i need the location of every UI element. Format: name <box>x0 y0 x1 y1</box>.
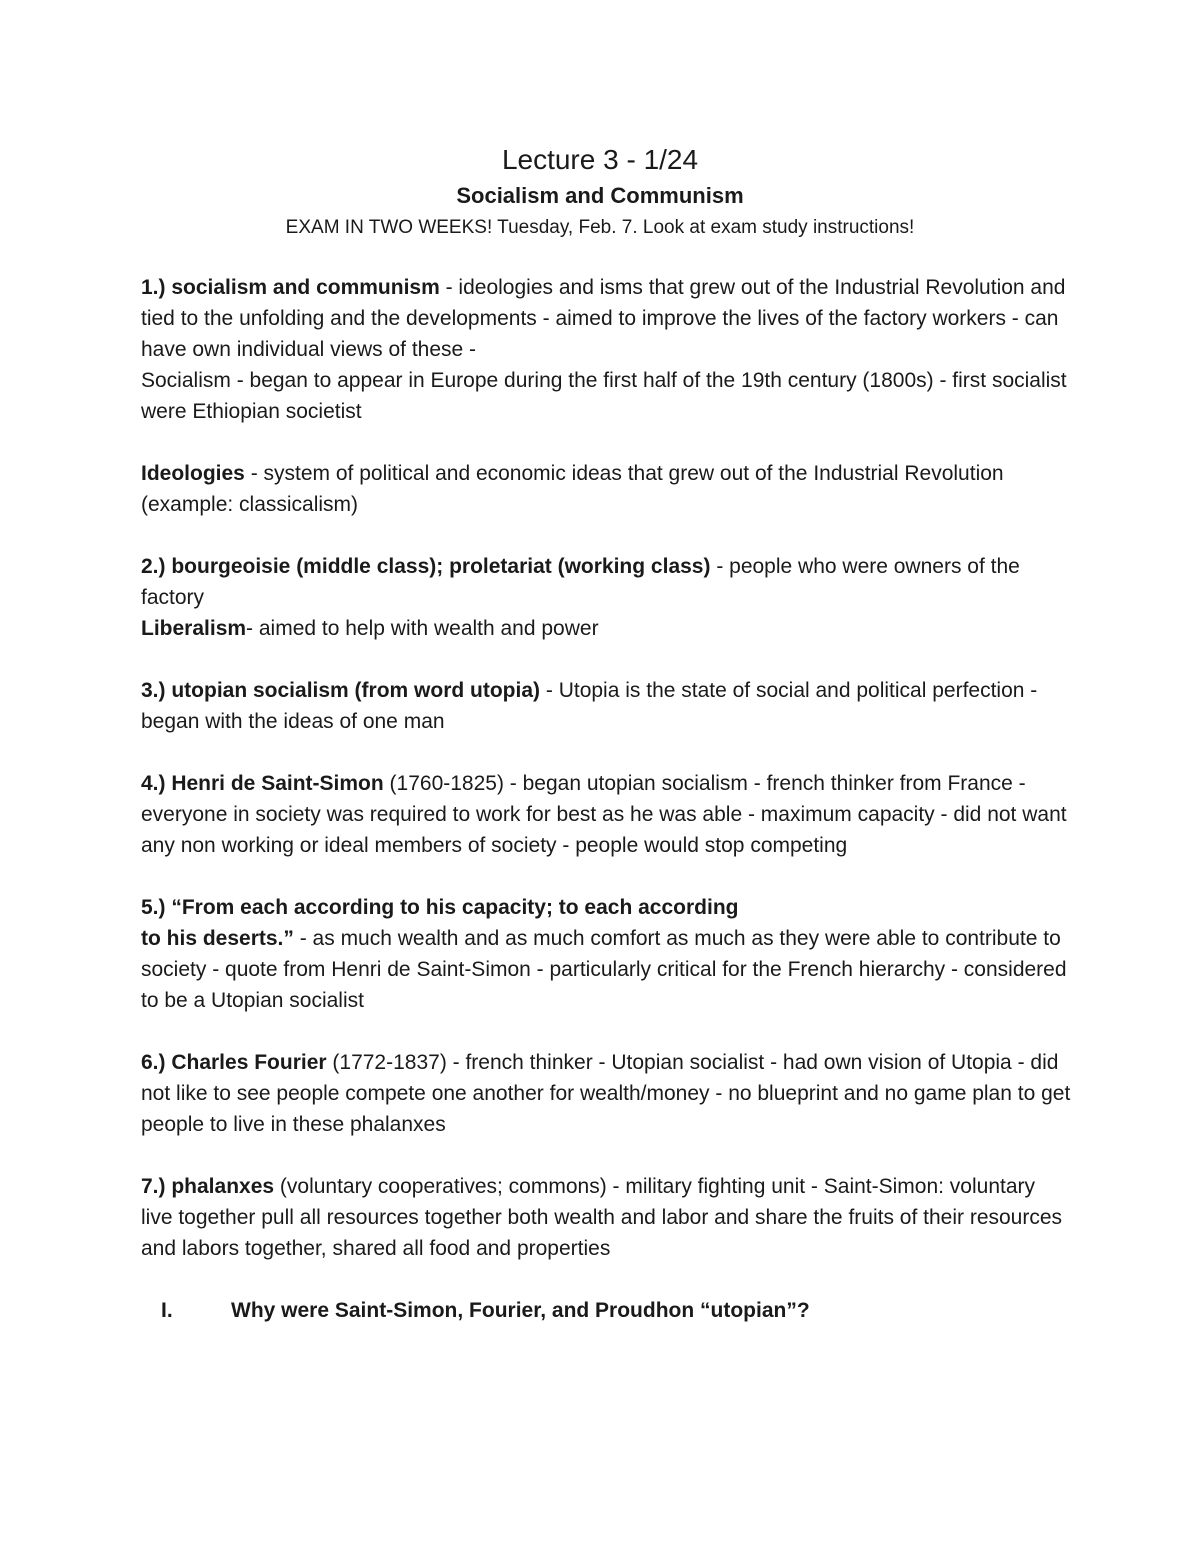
note-text: - as much wealth and as much comfort as much as they were able to contribute to society - quote from Henri de Saint-Simon - particularly critical for the French hierarchy - considered to be a Utopian socialist <box>141 927 1067 1012</box>
outline-item <box>141 1295 1071 1326</box>
note-ideologies <box>141 458 1071 520</box>
document-header <box>0 140 1200 244</box>
note-term: 5.) “From each according to his capacity; to each according <box>141 896 739 919</box>
note-term: 3.) utopian socialism (from word utopia) <box>141 679 541 702</box>
note-5 <box>141 892 1071 1016</box>
note-term: Ideologies <box>141 462 245 485</box>
note-liberalism <box>141 613 1071 644</box>
note-term: 4.) Henri de Saint-Simon <box>141 772 384 795</box>
note-term: 1.) socialism and communism <box>141 276 440 299</box>
note-3 <box>141 675 1071 737</box>
note-term: Liberalism <box>141 617 247 640</box>
note-6 <box>141 1047 1071 1140</box>
note-text: - Utopia is the state of social and political perfection - began with the ideas of one man <box>141 679 1038 733</box>
note-7 <box>141 1171 1071 1264</box>
page-subtitle: Socialism and Communism <box>456 183 744 208</box>
note-text: Socialism - began to appear in Europe during the first half of the 19th century (1800s) - first socialist were Ethiopian societist <box>141 369 1067 423</box>
note-text: - system of political and economic ideas that grew out of the Industrial Revolution (example: classicalism) <box>141 462 1004 516</box>
outline-question: Why were Saint-Simon, Fourier, and Proudhon “utopian”? <box>231 1299 810 1322</box>
note-text: (voluntary cooperatives; commons) - military fighting unit - Saint-Simon: voluntary live together pull all resources together both wealth and labor and share the fruits of their resources and labors together, shared all food and properties <box>141 1175 1063 1260</box>
note-term-continued: to his deserts.” <box>141 927 294 950</box>
note-1 <box>141 272 1071 365</box>
note-term: 6.) Charles Fourier <box>141 1051 327 1074</box>
note-2 <box>141 551 1071 613</box>
note-term: 2.) bourgeoisie (middle class); proletariat (working class) <box>141 555 711 578</box>
note-1-socialism <box>141 365 1071 427</box>
page-title: Lecture 3 - 1/24 <box>501 144 699 175</box>
note-text: - aimed to help with wealth and power <box>246 617 599 640</box>
note-text: (1772-1837) - french thinker - Utopian socialist - had own vision of Utopia - did not like to see people compete one another for wealth/money - no blueprint and no game plan to get people to live in these phalanxes <box>141 1051 1071 1136</box>
exam-notice: EXAM IN TWO WEEKS! Tuesday, Feb. 7. Look at exam study instructions! <box>285 217 915 238</box>
note-text: - ideologies and isms that grew out of the Industrial Revolution and tied to the unfolding and the developments - aimed to improve the lives of the factory workers - can have own individual views of these - <box>141 276 1066 361</box>
note-4 <box>141 768 1071 861</box>
outline-numeral: I. <box>161 1299 173 1322</box>
note-term: 7.) phalanxes <box>141 1175 275 1198</box>
notes-body <box>141 272 1071 1326</box>
note-text: (1760-1825) - began utopian socialism - french thinker from France - everyone in society was required to work for best as he was able - maximum capacity - did not want any non working or ideal members of society - people would stop competing <box>141 772 1067 857</box>
note-text: - people who were owners of the factory <box>141 555 1020 609</box>
